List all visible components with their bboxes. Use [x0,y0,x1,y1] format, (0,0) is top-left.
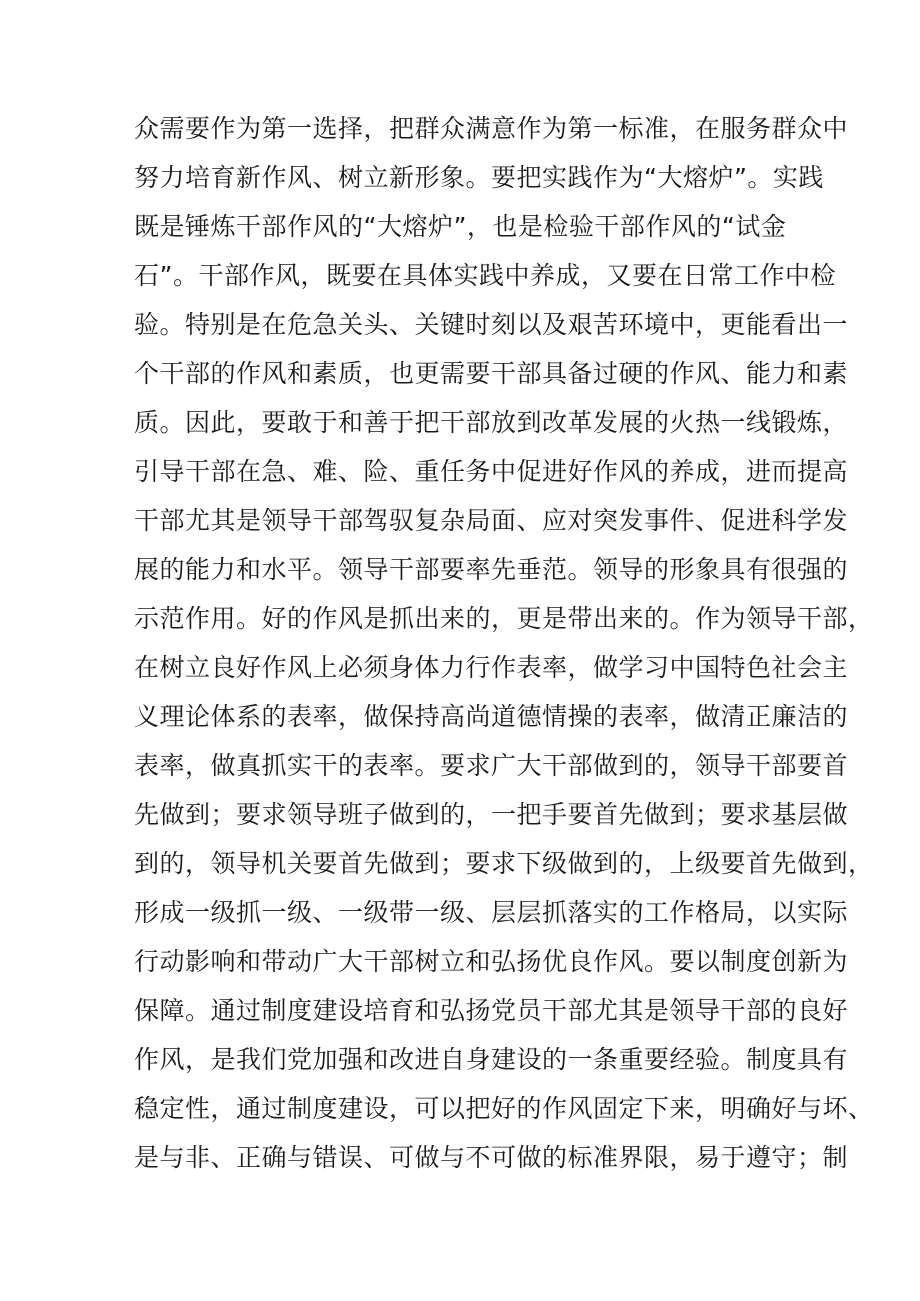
text-line: 稳定性，通过制度建设，可以把好的作风固定下来，明确好与坏、 [134,1094,874,1123]
text-line: 是与非、正确与错误、可做与不可做的标准界限，易于遵守；制 [134,1143,849,1172]
text-line: 到的，领导机关要首先做到；要求下级做到的，上级要首先做到， [134,849,874,878]
text-line: 努力培育新作风、树立新形象。要把实践作为“大熔炉”。实践 [134,163,824,192]
text-line: 个干部的作风和素质，也更需要干部具备过硬的作风、能力和素 [134,359,849,388]
text-line: 义理论体系的表率，做保持高尚道德情操的表率，做清正廉洁的 [134,702,849,731]
body-text [134,104,874,1182]
text-line: 行动影响和带动广大干部树立和弘扬优良作风。要以制度创新为 [134,947,849,976]
text-line: 质。因此，要敢于和善于把干部放到改革发展的火热一线锻炼， [134,408,849,437]
text-line: 保障。通过制度建设培育和弘扬党员干部尤其是领导干部的良好 [134,996,849,1025]
text-line: 作风，是我们党加强和改进自身建设的一条重要经验。制度具有 [134,1045,849,1074]
text-line: 石”。干部作风，既要在具体实践中养成，又要在日常工作中检 [134,261,836,290]
text-line: 示范作用。好的作风是抓出来的，更是带出来的。作为领导干部， [134,604,874,633]
text-line: 验。特别是在危急关头、关键时刻以及艰苦环境中，更能看出一 [134,310,849,339]
text-line: 既是锤炼干部作风的“大熔炉”，也是检验干部作风的“试金 [134,212,787,241]
text-line: 形成一级抓一级、一级带一级、层层抓落实的工作格局，以实际 [134,898,849,927]
text-line: 引导干部在急、难、险、重任务中促进好作风的养成，进而提高 [134,457,849,486]
text-line: 展的能力和水平。领导干部要率先垂范。领导的形象具有很强的 [134,555,849,584]
text-line: 在树立良好作风上必须身体力行作表率，做学习中国特色社会主 [134,653,849,682]
text-line: 干部尤其是领导干部驾驭复杂局面、应对突发事件、促进科学发 [134,506,849,535]
text-line: 表率，做真抓实干的表率。要求广大干部做到的，领导干部要首 [134,751,849,780]
text-line: 众需要作为第一选择，把群众满意作为第一标准，在服务群众中 [134,114,849,143]
text-line: 先做到；要求领导班子做到的，一把手要首先做到；要求基层做 [134,800,849,829]
